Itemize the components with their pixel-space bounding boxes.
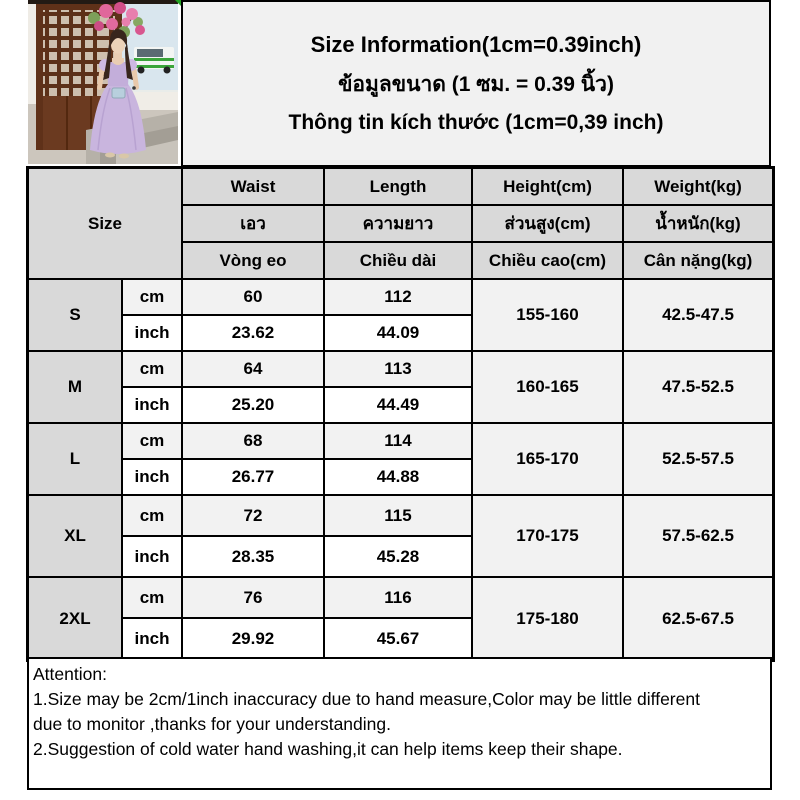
height-range: 160-165: [472, 351, 623, 423]
height-range: 165-170: [472, 423, 623, 495]
length-cm-value: 112: [324, 279, 472, 315]
waist-inch-value: 29.92: [182, 618, 324, 660]
col-header-height-vi: Chiều cao(cm): [472, 242, 623, 279]
unit-cm: cm: [122, 495, 182, 536]
size-label-l: L: [28, 423, 122, 495]
size-table: [27, 167, 774, 661]
length-inch-value: 45.67: [324, 618, 472, 660]
unit-inch: inch: [122, 618, 182, 660]
title-vietnamese: Thông tin kích thước (1cm=0,39 inch): [288, 111, 664, 134]
unit-cm: cm: [122, 351, 182, 387]
header-row-en: [28, 168, 773, 205]
attention-note-line: 2.Suggestion of cold water hand washing,it can help items keep their shape.: [33, 739, 623, 759]
product-photo: [28, 0, 178, 164]
waist-cm-value: 76: [182, 577, 324, 618]
waist-inch-value: 25.20: [182, 387, 324, 423]
size-table-container: [27, 167, 774, 661]
col-header-weight-vi: Cân nặng(kg): [623, 242, 773, 279]
unit-cm: cm: [122, 279, 182, 315]
size-label-m: M: [28, 351, 122, 423]
col-header-waist-en: Waist: [182, 168, 324, 205]
length-cm-value: 116: [324, 577, 472, 618]
size-label-xl: XL: [28, 495, 122, 577]
unit-inch: inch: [122, 315, 182, 351]
table-row: [28, 577, 773, 618]
weight-range: 62.5-67.5: [623, 577, 773, 660]
col-header-weight-en: Weight(kg): [623, 168, 773, 205]
col-header-waist-th: เอว: [182, 205, 324, 242]
unit-inch: inch: [122, 459, 182, 495]
weight-range: 57.5-62.5: [623, 495, 773, 577]
length-inch-value: 44.49: [324, 387, 472, 423]
title-thai: ข้อมูลขนาด (1 ซม. = 0.39 นิ้ว): [338, 73, 614, 96]
attention-box: [27, 657, 772, 790]
table-row: [28, 495, 773, 536]
waist-inch-value: 26.77: [182, 459, 324, 495]
size-label-2xl: 2XL: [28, 577, 122, 660]
waist-cm-value: 60: [182, 279, 324, 315]
title-english: Size Information(1cm=0.39inch): [310, 32, 642, 57]
col-header-length-th: ความยาว: [324, 205, 472, 242]
length-cm-value: 114: [324, 423, 472, 459]
weight-range: 52.5-57.5: [623, 423, 773, 495]
product-photo-illustration: [28, 0, 178, 164]
height-range: 175-180: [472, 577, 623, 660]
length-inch-value: 44.88: [324, 459, 472, 495]
length-inch-value: 44.09: [324, 315, 472, 351]
weight-range: 47.5-52.5: [623, 351, 773, 423]
col-header-weight-th: น้ำหนัก(kg): [623, 205, 773, 242]
col-header-height-th: ส่วนสูง(cm): [472, 205, 623, 242]
table-row: [28, 351, 773, 387]
weight-range: 42.5-47.5: [623, 279, 773, 351]
col-header-height-en: Height(cm): [472, 168, 623, 205]
col-header-waist-vi: Vòng eo: [182, 242, 324, 279]
length-inch-value: 45.28: [324, 536, 472, 577]
unit-cm: cm: [122, 423, 182, 459]
unit-inch: inch: [122, 536, 182, 577]
length-cm-value: 113: [324, 351, 472, 387]
size-header-cell: Size: [28, 168, 182, 279]
size-label-s: S: [28, 279, 122, 351]
table-row: [28, 423, 773, 459]
waist-cm-value: 68: [182, 423, 324, 459]
waist-cm-value: 64: [182, 351, 324, 387]
attention-heading: Attention:: [33, 664, 107, 684]
waist-inch-value: 28.35: [182, 536, 324, 577]
waist-inch-value: 23.62: [182, 315, 324, 351]
attention-note-line: 1.Size may be 2cm/1inch inaccuracy due to hand measure,Color may be little different: [33, 689, 700, 709]
height-range: 170-175: [472, 495, 623, 577]
waist-cm-value: 72: [182, 495, 324, 536]
col-header-length-vi: Chiều dài: [324, 242, 472, 279]
unit-cm: cm: [122, 577, 182, 618]
height-range: 155-160: [472, 279, 623, 351]
table-row: [28, 279, 773, 315]
title-box: [181, 0, 771, 167]
attention-note-line: due to monitor ,thanks for your understanding.: [33, 714, 391, 734]
length-cm-value: 115: [324, 495, 472, 536]
col-header-length-en: Length: [324, 168, 472, 205]
unit-inch: inch: [122, 387, 182, 423]
